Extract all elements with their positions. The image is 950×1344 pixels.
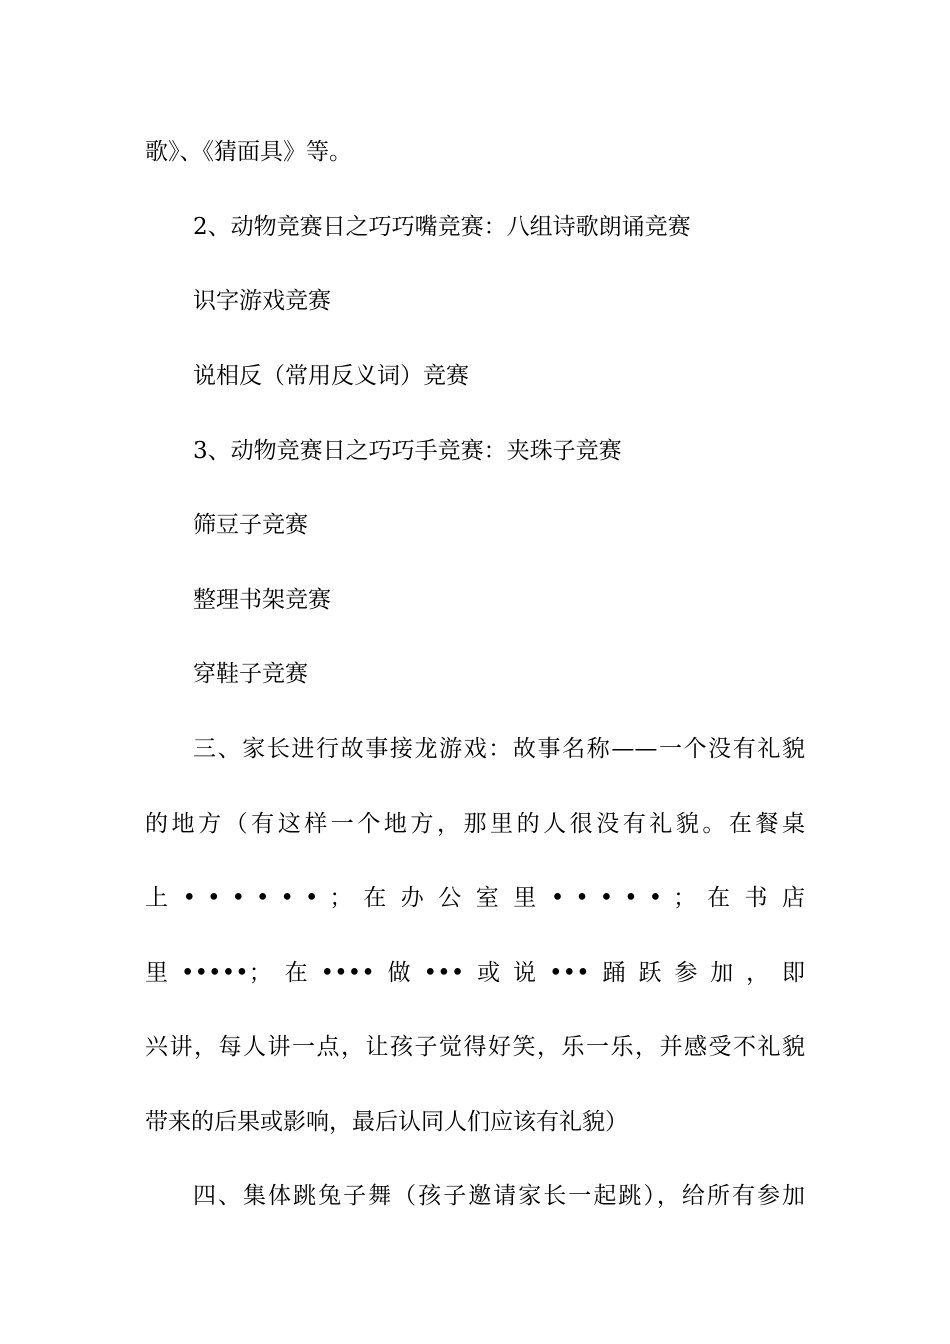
text-line-5: 3、动物竞赛日之巧巧手竞赛：夹珠子竞赛 bbox=[193, 438, 622, 464]
text-line-3: 识字游戏竞赛 bbox=[193, 288, 331, 314]
text-line-4: 说相反（常用反义词）竞赛 bbox=[193, 363, 469, 389]
text-line-10: 的地方（有这样一个地方，那里的人很没有礼貌。在餐桌 bbox=[145, 811, 805, 837]
text-line-14: 带来的后果或影响，最后认同人们应该有礼貌） bbox=[145, 1109, 628, 1135]
text-line-1: 歌》、《猜面具》等。 bbox=[145, 139, 352, 165]
text-line-6: 筛豆子竞赛 bbox=[193, 512, 308, 538]
text-line-13: 兴讲，每人讲一点，让孩子觉得好笑，乐一乐，并感受不礼貌 bbox=[145, 1034, 805, 1060]
text-line-2: 2、动物竞赛日之巧巧嘴竞赛：八组诗歌朗诵竞赛 bbox=[193, 214, 691, 240]
text-line-15: 四、集体跳兔子舞（孩子邀请家长一起跳），给所有参加 bbox=[193, 1183, 805, 1209]
text-line-12: 里•••••；在••••做•••或说•••踊跃参加，即 bbox=[145, 960, 805, 986]
text-line-7: 整理书架竞赛 bbox=[193, 587, 331, 613]
text-line-11: 上 • • • • • • ； 在 办 公 室 里 • • • • • ； 在 书 店 bbox=[145, 885, 805, 911]
text-line-8: 穿鞋子竞赛 bbox=[193, 661, 308, 687]
text-line-9: 三、家长进行故事接龙游戏：故事名称——一个没有礼貌 bbox=[193, 736, 805, 762]
